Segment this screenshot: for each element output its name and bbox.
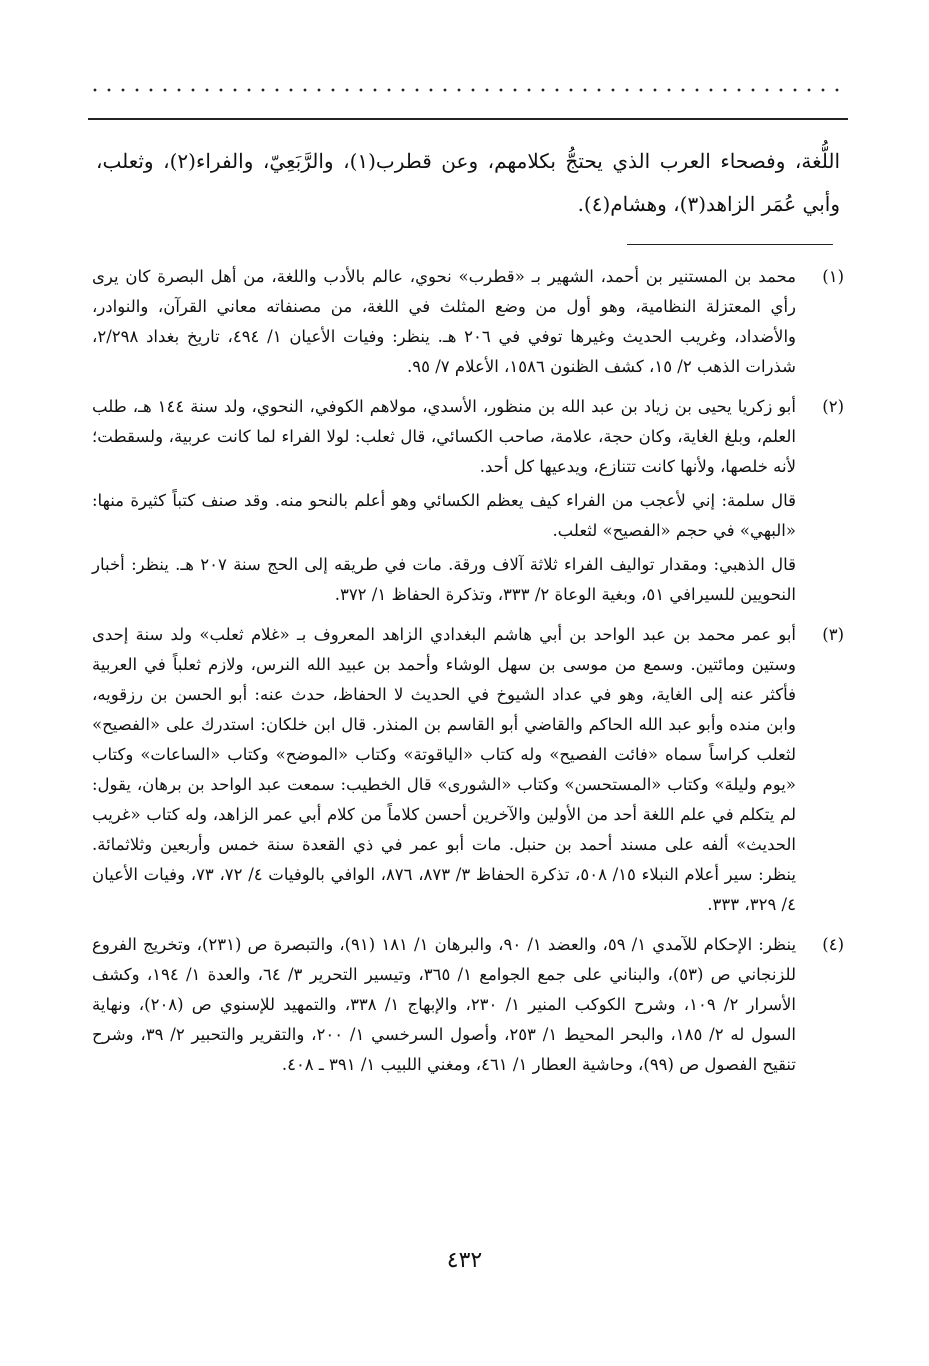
footnote-2 [92, 392, 844, 614]
footnote-paragraph: قال الذهبي: ومقدار تواليف الفراء ثلاثة آلاف ورقة. مات في طريقه إلى الحج سنة ٢٠٧ هـ. ينظر: أخبار النحويين للسيرافي ٥١، وبغية الوعاة ٢/ ٣٣٣، وتذكرة الحفاظ ١/ ٣٧٢. [92, 555, 796, 604]
footnote-number: (٣) [822, 625, 844, 644]
main-paragraph: اللُّغة، وفصحاء العرب الذي يحتجُّ بكلامهم، وعن قطرب(١)، والرَّبَعِيّ، والفراء(٢)، وثعلب، وأبي عُمَر الزاهد(٣)، وهشام(٤). [96, 149, 840, 216]
footnote-number: (١) [822, 267, 844, 286]
footnote-paragraph: أبو زكريا يحيى بن زياد بن عبد الله بن منظور، الأسدي، مولاهم الكوفي، النحوي، ولد سنة ١٤٤ هـ، طلب العلم، وبلغ الغاية، وكان حجة، علامة، صاحب الكسائي، قال ثعلب: لولا الفراء لما كانت عربية، ولسقطت؛ لأنه خلصها، ولأنها كانت تتنازع، ويدعيها كل أحد. [92, 397, 796, 476]
footnote-3 [92, 620, 844, 924]
footnote-body [92, 262, 796, 386]
footnote-4 [92, 930, 844, 1084]
footnotes-section [92, 262, 844, 1090]
page-number: ٤٣٢ [446, 1248, 483, 1273]
footnote-separator [627, 244, 833, 245]
footnote-number: (٢) [822, 397, 844, 416]
footnote-paragraph: قال سلمة: إني لأعجب من الفراء كيف يعظم الكسائي وهو أعلم بالنحو منه. وقد صنف كتباً كثيرة منها: «البهي» في حجم «الفصيح» لثعلب. [92, 491, 796, 540]
footnote-paragraph: أبو عمر محمد بن عبد الواحد بن أبي هاشم البغدادي الزاهد المعروف بـ «غلام ثعلب» ولد سنة إحدى وستين ومائتين. وسمع من موسى بن سهل الوشاء وأحمد بن عبيد الله النرس، ولازم ثعلباً في العربية فأكثر عنه إلى الغاية، وهو في عداد الشيوخ في الحديث لا الحفاظ، حدث عنه: أبو الحسن بن رزقويه، وابن منده وأبو عبد الله الحاكم والقاضي أبو القاسم بن المنذر. قال ابن خلكان: استدرك على «الفصيح» لثعلب كراساً سماه «فائت الفصيح» وله كتاب «الياقوتة» وكتاب «الموضح» وكتاب «الساعات» وكتاب «يوم وليلة» وكتاب «المستحسن» وكتاب «الشورى» قال الخطيب: سمعت عبد الواحد بن برهان، يقول: لم يتكلم في علم اللغة أحد من الأولين والآخرين أحسن كلاماً من كلام أبي عمر الزاهد، وله كتاب «غريب الحديث» ألفه على مسند أحمد بن حنبل. مات أبو عمر في ذي القعدة سنة خمس وأربعين وثلاثمائة. ينظر: سير أعلام النبلاء ١٥/ ٥٠٨، تذكرة الحفاظ ٣/ ٨٧٣، ٨٧٦، الوافي بالوفيات ٤/ ٧٢، ٧٣، وفيات الأعيان ٤/ ٣٢٩، ٣٣٣. [92, 625, 796, 914]
footnote-body [92, 620, 796, 924]
footnote-number: (٤) [822, 935, 844, 954]
header-rule [88, 118, 848, 120]
main-text-block [96, 140, 840, 226]
footnote-body [92, 930, 796, 1084]
dotted-header-rule [88, 84, 848, 96]
footnote-body [92, 392, 796, 614]
footnote-paragraph: ينظر: الإحكام للآمدي ١/ ٥٩، والعضد ١/ ٩٠، والبرهان ١/ ١٨١ (٩١)، والتبصرة ص (٢٣١)، وتخريج الفروع للزنجاني ص (٥٣)، والبناني على جمع الجوامع ١/ ٣٦٥، وتيسير التحرير ٣/ ٦٤، والعدة ١/ ١٩٤، وكشف الأسرار ٢/ ١٠٩، وشرح الكوكب المنير ١/ ٢٣٠، والإبهاج ١/ ٣٣٨، والتمهيد للإسنوي ص (٢٠٨)، ونهاية السول له ٢/ ١٨٥، والبحر المحيط ١/ ٢٥٣، وأصول السرخسي ١/ ٢٠٠، والتقرير والتحبير ٢/ ٣٩، وشرح تنقيح الفصول ص (٩٩)، وحاشية العطار ١/ ٤٦١، ومغني اللبيب ١/ ٣٩١ ـ ٤٠٨. [92, 935, 797, 1074]
footnote-paragraph: محمد بن المستنير بن أحمد، الشهير بـ «قطرب» نحوي، عالم بالأدب واللغة، من أهل البصرة كان يرى رأي المعتزلة النظامية، وهو أول من وضع المثلث في اللغة، من مصنفاته معاني القرآن، والنوادر، والأضداد، وغريب الحديث وغيرها توفي في ٢٠٦ هـ. ينظر: وفيات الأعيان ١/ ٤٩٤، تاريخ بغداد ٢/٢٩٨، شذرات الذهب ٢/ ١٥، كشف الظنون ١٥٨٦، الأعلام ٧/ ٩٥. [92, 267, 796, 376]
footnote-1 [92, 262, 844, 386]
